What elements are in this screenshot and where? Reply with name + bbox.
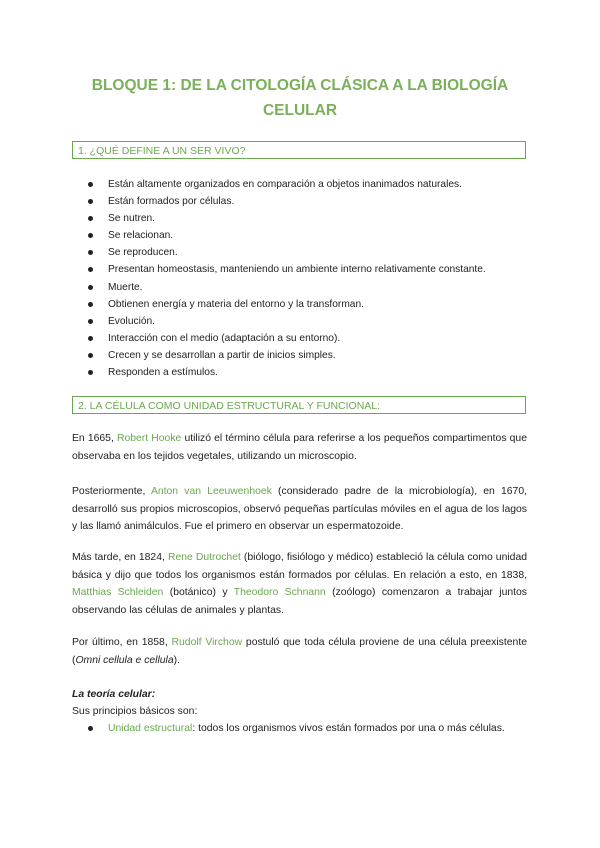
list-item: Crecen y se desarrollan a partir de inicios simples. bbox=[84, 347, 544, 364]
cell-theory-principles-list bbox=[84, 720, 528, 738]
name-highlight: Rene Dutrochet bbox=[167, 552, 241, 563]
name-highlight: Anton van Leeuwenhoek bbox=[150, 486, 272, 497]
list-item: Se reproducen. bbox=[84, 244, 544, 261]
paragraph-text: postuló que toda célula proviene de una célula preexistente ( bbox=[72, 637, 527, 666]
list-item bbox=[84, 720, 528, 738]
paragraph-dutrochet bbox=[72, 549, 527, 619]
list-item: Están formados por células. bbox=[84, 193, 544, 210]
list-item: Se nutren. bbox=[84, 210, 544, 227]
document-title: BLOQUE 1: DE LA CITOLOGÍA CLÁSICA A LA BIOLOGÍA CELULAR bbox=[91, 77, 509, 119]
section-2-heading: 2. LA CÉLULA COMO UNIDAD ESTRUCTURAL Y FUNCIONAL: bbox=[72, 396, 526, 414]
paragraph-text: (botánico) y bbox=[163, 587, 234, 598]
list-item: Muerte. bbox=[84, 279, 544, 296]
paragraph-text: Más tarde, en 1824, bbox=[72, 552, 168, 563]
paragraph-text: Por último, en 1858, bbox=[72, 637, 172, 648]
paragraph-text: utilizó el término célula para referirse a los pequeños compartimentos que observaba en los tejidos vegetales, utilizando un microscopio. bbox=[72, 433, 527, 462]
paragraph-virchow bbox=[72, 634, 527, 669]
list-item: Interacción con el medio (adaptación a su entorno). bbox=[84, 330, 544, 347]
list-item: Evolución. bbox=[84, 313, 544, 330]
list-item: Presentan homeostasis, manteniendo un ambiente interno relativamente constante. bbox=[84, 261, 544, 278]
list-item: Se relacionan. bbox=[84, 227, 544, 244]
list-item: Responden a estímulos. bbox=[84, 364, 544, 381]
paragraph-text: (zoólogo) comenzaron a trabajar juntos observando las células de animales y plantas. bbox=[72, 587, 528, 616]
paragraph-text: ). bbox=[173, 654, 181, 666]
name-highlight: Matthias Schleiden bbox=[72, 587, 164, 598]
principle-name: Unidad estructural bbox=[108, 723, 193, 734]
list-item: Están altamente organizados en comparación a objetos inanimados naturales. bbox=[84, 176, 544, 193]
section-1-heading: 1. ¿QUÉ DEFINE A UN SER VIVO? bbox=[72, 141, 526, 159]
paragraph-text: En 1665, bbox=[72, 433, 117, 444]
name-highlight: Robert Hooke bbox=[116, 433, 182, 444]
paragraph-hooke bbox=[72, 430, 527, 465]
paragraph-text: (considerado padre de la microbiología), en 1670, desarrolló sus propios microscopios, observó pequeñas partículas móviles en el agua de los lagos y las llamó animálculos. Fue el primero en observar un espermatozoide. bbox=[72, 486, 527, 532]
paragraph-leeuwenhoek bbox=[72, 483, 527, 536]
name-highlight: Theodoro Schnann bbox=[233, 587, 326, 598]
latin-phrase: Omni cellula e cellula bbox=[75, 654, 174, 666]
cell-theory-intro: Sus principios básicos son: bbox=[72, 706, 198, 717]
list-item: Obtienen energía y materia del entorno y la transforman. bbox=[84, 296, 544, 313]
cell-theory-title: La teoría celular: bbox=[72, 689, 156, 700]
principle-text: : todos los organismos vivos están formados por una o más células. bbox=[192, 723, 505, 734]
living-being-characteristics-list bbox=[84, 176, 544, 381]
paragraph-text: Posteriormente, bbox=[72, 486, 151, 497]
name-highlight: Rudolf Virchow bbox=[171, 637, 243, 648]
paragraph-text: (biólogo, fisiólogo y médico) estableció la célula como unidad básica y dijo que todos los organismos están formados por células. En relación a esto, en 1838, bbox=[72, 552, 528, 581]
